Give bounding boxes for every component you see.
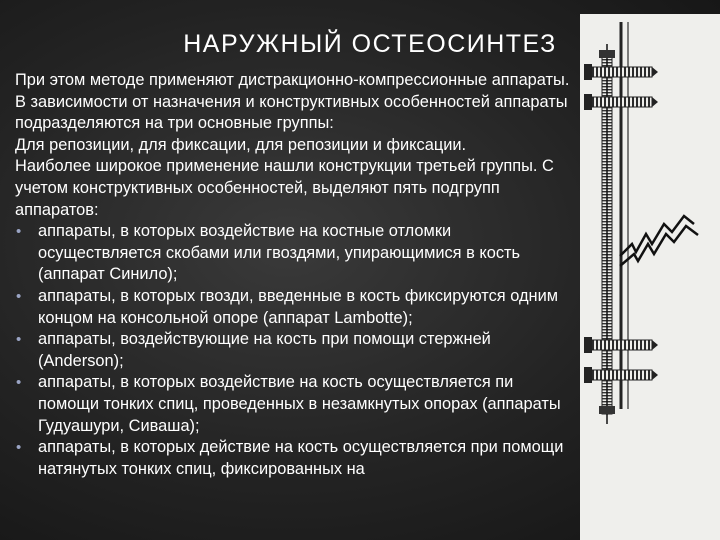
- rod-nut: [599, 50, 615, 58]
- fixator-drawing: [580, 14, 720, 540]
- list-item-text: аппараты, в которых гвозди, введенные в кость фиксируются одним концом на консольной опоре (аппарат Lambotte);: [38, 286, 559, 327]
- bullet-icon: •: [16, 439, 22, 457]
- bullet-icon: •: [16, 374, 22, 392]
- intro-paragraph: При этом методе применяют дистракционно-компрессионные аппараты. В зависимости от назначения и конструктивных особенностей аппараты подразделяются на три основные группы:: [15, 71, 570, 133]
- list-item-text: аппараты, воздействующие на кость при помощи стержней (Anderson);: [38, 330, 491, 370]
- list-item: [15, 437, 571, 480]
- list-item: [15, 329, 571, 372]
- bullet-icon: •: [16, 287, 22, 305]
- bullet-icon: •: [16, 331, 22, 349]
- list-item: [15, 286, 571, 329]
- slide-body: [15, 70, 571, 480]
- list-item: [15, 372, 571, 437]
- external-fixator-illustration: [580, 14, 720, 540]
- list-item-text: аппараты, в которых действие на кость осуществляется при помощи натянутых тонких спиц, фиксированных на: [38, 438, 564, 478]
- fracture-lines: [620, 216, 698, 266]
- rod-nut: [599, 406, 615, 414]
- bullet-icon: •: [16, 223, 22, 241]
- list-item-text: аппараты, в которых воздействие на кость осуществляется пи помощи тонких спиц, проведенных в незамкнутых опорах (аппараты Гудуашури, Сиваша);: [38, 373, 561, 435]
- slide-title: НАРУЖНЫЙ ОСТЕОСИНТЕЗ: [183, 30, 557, 58]
- subgroups-paragraph: Наиболее широкое применение нашли конструкции третьей группы. С учетом конструктивных особенностей, выделяют пять подгрупп аппаратов:: [15, 157, 554, 219]
- groups-paragraph: Для репозиции, для фиксации, для репозиции и фиксации.: [15, 135, 467, 154]
- list-item-text: аппараты, в которых воздействие на костные отломки осуществляется скобами или гвоздями, упирающимися в кость (аппарат Синило);: [38, 222, 521, 284]
- bone-shaft: [621, 22, 628, 409]
- subgroup-list: [15, 221, 571, 480]
- list-item: [15, 221, 571, 286]
